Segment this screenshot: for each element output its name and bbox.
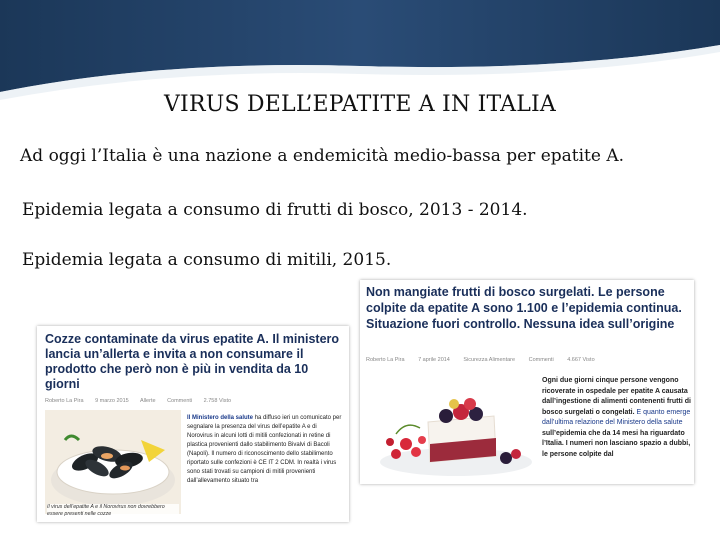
mussels-photo-caption: Il virus dell’epatite A e il Norovirus non dovrebbero essere presenti nelle cozze: [47, 504, 179, 518]
date-label: 9 marzo 2015: [95, 398, 129, 404]
article-mussels-body: [187, 414, 343, 486]
mussels-bowl-image: [45, 410, 181, 514]
article-berries-meta: [366, 357, 607, 363]
body-tail: sull’epidemia che da 14 mesi ha riguardato l’Italia. I numeri non lasciano spazio a dubbi, le persone colpite dal: [542, 429, 691, 458]
article-mussels-screenshot: [37, 326, 349, 522]
article-berries-body: [542, 376, 692, 460]
body-link[interactable]: E quanto emerge dall’ultima relazione del Ministero della salute: [542, 408, 691, 426]
article-mussels-headline: Cozze contaminate da virus epatite A. Il ministero lancia un’allerta e invita a non consumare il prodotto che però non è più in vendita da 10 giorni: [45, 332, 340, 391]
article-mussels-meta: [45, 398, 241, 404]
bullet-endemicity: Ad oggi l’Italia è una nazione a endemicità medio-bassa per epatite A.: [20, 146, 625, 166]
slide-title: VIRUS DELL’EPATITE A IN ITALIA: [163, 92, 557, 117]
bullet-berries-outbreak: Epidemia legata a consumo di frutti di bosco, 2013 - 2014.: [22, 200, 528, 220]
slide-header-banner: [0, 0, 720, 100]
berries-dessert-image: [366, 374, 538, 478]
views-label: 2.758 Visto: [203, 398, 232, 404]
views-label: 4.667 Visto: [567, 357, 595, 363]
article-berries-headline: Non mangiate frutti di bosco surgelati. Le persone colpite da epatite A sono 1.100 e l’epidemia continua. Situazione fuori controllo. Nessuna idea sull’origine: [366, 285, 682, 331]
article-berries-screenshot: [360, 280, 694, 484]
comments-label: Commenti: [167, 398, 193, 404]
comments-label: Commenti: [528, 357, 554, 363]
banner-graphic: [0, 0, 720, 100]
body-lead: Ogni due giorni cinque persone vengono ricoverate in ospedale per epatite A causata dall’ingestione di alimenti contenenti frutti di bosco surgelati o congelati.: [542, 377, 691, 416]
author-label: Roberto La Pira: [366, 357, 405, 363]
body-text: ha diffuso ieri un comunicato per segnalare la presenza del virus dell’epatite A e di Norovirus in alcuni lotti di mitili confezionati in retine di plastica provenienti dallo stabilimento Bivalvi di Bacoli (Napoli). Il numero di riconoscimento dello stabilimento riportato sulle confezioni è CE IT 2 CDM. In realtà i virus sono stati trovati su campioni di mitili provenienti dall’allevamento situato tra: [187, 415, 342, 484]
date-label: 7 aprile 2014: [418, 357, 450, 363]
bullet-mussels-outbreak: Epidemia legata a consumo di mitili, 2015.: [22, 250, 392, 270]
category-label: Sicurezza Alimentare: [463, 357, 516, 363]
category-label: Allerte: [139, 398, 156, 404]
body-lead: Il Ministero della salute: [187, 415, 254, 421]
author-label: Roberto La Pira: [45, 398, 84, 404]
